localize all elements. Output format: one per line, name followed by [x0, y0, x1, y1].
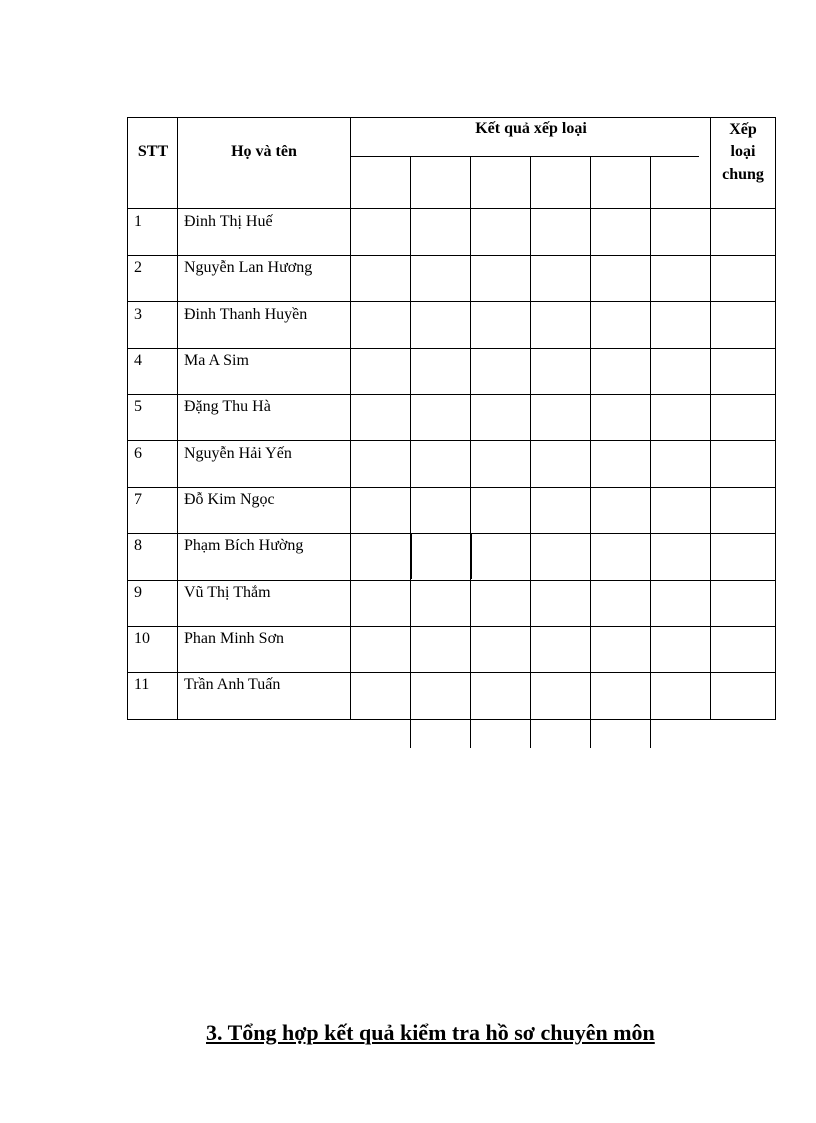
- header-overall-line3: chung: [722, 166, 764, 183]
- row-rule: [127, 487, 776, 488]
- row-rule: [127, 672, 776, 673]
- column-rule: [710, 117, 711, 720]
- row-name: Phạm Bích Hường: [184, 537, 304, 554]
- row-name: Phan Minh Sơn: [184, 630, 285, 647]
- row-name: Trần Anh Tuấn: [184, 676, 281, 693]
- table-left-border: [127, 117, 128, 720]
- row-number: 5: [134, 398, 142, 415]
- header-name: Họ và tên: [231, 143, 297, 160]
- subcolumn-rule-accent: [470, 533, 472, 579]
- row-name: Vũ Thị Thắm: [184, 584, 271, 601]
- row-number: 11: [134, 676, 150, 693]
- row-rule: [127, 255, 776, 256]
- row-rule: [127, 440, 776, 441]
- row-number: 4: [134, 352, 142, 369]
- table-bottom-border: [127, 719, 776, 720]
- row-rule: [127, 626, 776, 627]
- header-stt: STT: [137, 143, 169, 160]
- row-rule: [127, 394, 776, 395]
- subcolumn-rule: [470, 157, 471, 748]
- row-number: 10: [134, 630, 150, 647]
- section-title: 3. Tổng hợp kết quả kiểm tra hồ sơ chuyên môn: [206, 1020, 655, 1045]
- column-rule: [177, 117, 178, 720]
- subcolumn-rule: [410, 157, 411, 748]
- row-name: Nguyễn Hải Yến: [184, 445, 292, 462]
- header-subrule: [351, 156, 699, 157]
- header-result: Kết quả xếp loại: [475, 120, 587, 137]
- header-overall-line1: Xếp: [729, 121, 757, 138]
- row-name: Ma A Sim: [184, 352, 249, 369]
- header-overall-line2: loại: [730, 143, 756, 160]
- row-number: 3: [134, 306, 142, 323]
- row-number: 1: [134, 213, 142, 230]
- row-number: 9: [134, 584, 142, 601]
- row-rule: [127, 533, 776, 534]
- subcolumn-rule: [650, 157, 651, 748]
- row-name: Đỗ Kim Ngọc: [184, 491, 275, 508]
- row-rule: [127, 580, 776, 581]
- subcolumn-rule-accent: [410, 533, 412, 579]
- row-name: Đặng Thu Hà: [184, 398, 271, 415]
- subcolumn-rule: [590, 157, 591, 748]
- table-right-border: [775, 117, 776, 720]
- row-number: 8: [134, 537, 142, 554]
- row-name: Nguyễn Lan Hương: [184, 259, 313, 276]
- row-rule: [127, 208, 776, 209]
- row-name: Đinh Thị Huế: [184, 213, 273, 230]
- row-rule: [127, 301, 776, 302]
- row-rule: [127, 348, 776, 349]
- row-number: 6: [134, 445, 142, 462]
- row-name: Đinh Thanh Huyền: [184, 306, 308, 323]
- row-number: 2: [134, 259, 142, 276]
- column-rule: [350, 117, 351, 720]
- subcolumn-rule: [530, 157, 531, 748]
- row-number: 7: [134, 491, 142, 508]
